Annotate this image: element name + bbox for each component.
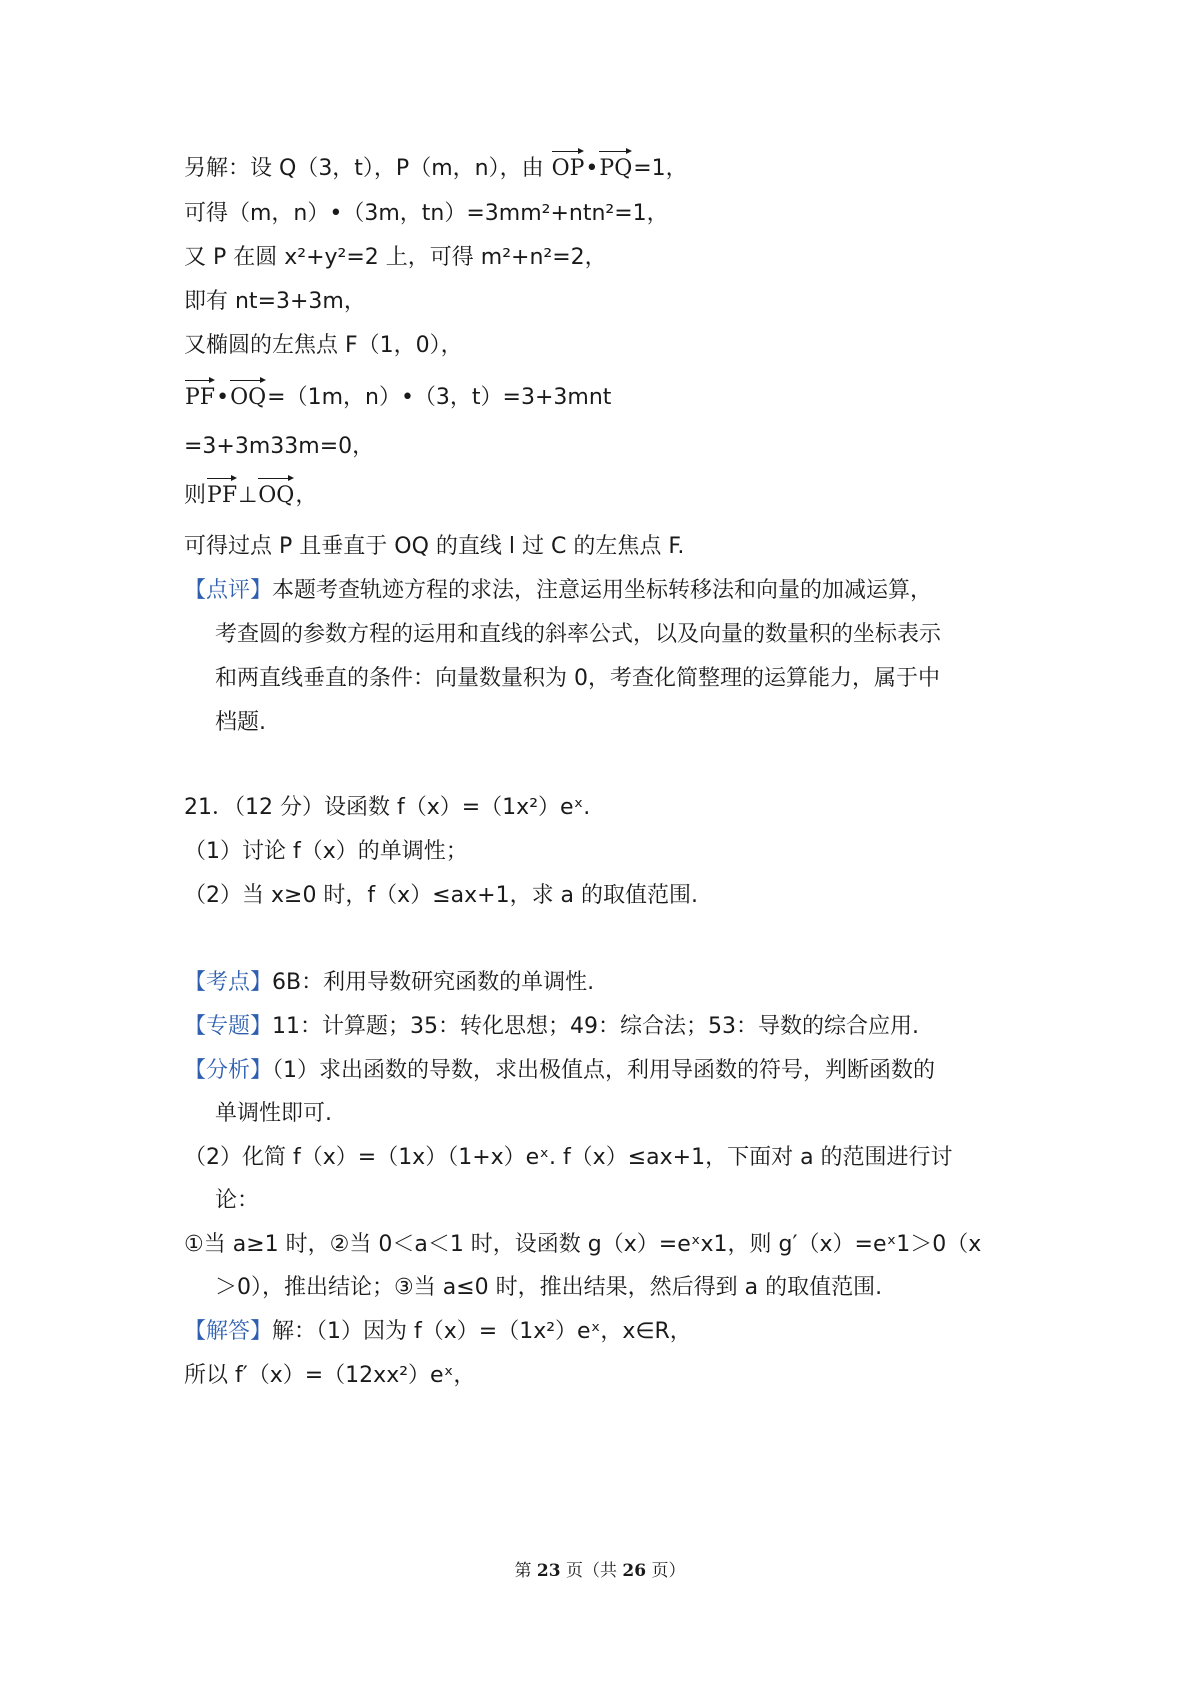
page-number: 23: [536, 1561, 561, 1581]
page-footer: 第 23 页（共 26 页）: [514, 1561, 686, 1581]
problem-21-statement: 21．（12 分）设函数 f（x）=（1x²）eˣ.: [184, 795, 591, 820]
alt-solution-line-3: 又 P 在圆 x²+y²=2 上，可得 m²+n²=2，: [184, 245, 607, 270]
zhuanti-line: 【专题】11：计算题；35：转化思想；49：综合法；53：导数的综合应用.: [184, 1014, 919, 1039]
alt-solution-line-2: 可得（m，n）•（3m，tn）=3mm²+ntn²=1，: [184, 201, 669, 226]
alt-solution-line-6: PF•OQ=（1m，n）•（3，t）=3+3mnt: [184, 377, 611, 413]
page-total: 26: [622, 1561, 647, 1581]
comment-line-4: 档题.: [215, 710, 266, 735]
fenxi-line-5: ①当 a≥1 时，②当 0＜a＜1 时，设函数 g（x）=eˣx1，则 g′（x）=eˣ1＞0（x: [184, 1232, 982, 1257]
fenxi-line-3: （2）化简 f（x）=（1x）（1+x）eˣ. f（x）≤ax+1，下面对 a 的范围进行讨: [184, 1145, 953, 1170]
kaodian-line: 【考点】6B：利用导数研究函数的单调性.: [184, 970, 595, 995]
fenxi-tag: 【分析】: [184, 1058, 273, 1083]
alt-solution-line-4: 即有 nt=3+3m，: [184, 289, 366, 314]
kaodian-tag: 【考点】: [184, 970, 273, 995]
alt-solution-line-8: 则PF⊥OQ，: [184, 475, 317, 511]
fenxi-line-4: 论：: [215, 1188, 260, 1213]
problem-21-part-1: （1）讨论 f（x）的单调性；: [184, 839, 468, 864]
alt-solution-line-1: 另解：设 Q（3，t），P（m，n），由 OP•PQ=1，: [184, 148, 688, 184]
fenxi-line-2: 单调性即可.: [215, 1101, 332, 1126]
dot-operator: •: [216, 385, 230, 410]
vector-pf: PF: [207, 475, 237, 511]
jieda-line-1: 【解答】解：（1）因为 f（x）=（1x²）eˣ，x∈R，: [184, 1319, 692, 1344]
jieda-line-2: 所以 f′（x）=（12xx²）eˣ，: [184, 1363, 476, 1388]
comment-line-1: 【点评】本题考查轨迹方程的求法，注意运用坐标转移法和向量的加减运算，: [184, 578, 933, 603]
perpendicular-symbol: ⊥: [238, 483, 258, 508]
alt-solution-line-9: 可得过点 P 且垂直于 OQ 的直线 l 过 C 的左焦点 F.: [184, 534, 685, 559]
jieda-tag: 【解答】: [184, 1319, 273, 1344]
vector-pq: PQ: [599, 148, 632, 184]
comment-line-3: 和两直线垂直的条件：向量数量积为 0，考查化简整理的运算能力，属于中: [215, 666, 940, 691]
vector-op: OP: [552, 148, 585, 184]
comment-line-2: 考查圆的参数方程的运用和直线的斜率公式，以及向量的数量积的坐标表示: [215, 622, 942, 647]
vector-oq: OQ: [230, 377, 266, 413]
problem-21-part-2: （2）当 x≥0 时，f（x）≤ax+1，求 a 的取值范围.: [184, 883, 699, 908]
fenxi-line-1: 【分析】（1）求出函数的导数，求出极值点，利用导函数的符号，判断函数的: [184, 1058, 936, 1083]
zhuanti-tag: 【专题】: [184, 1014, 273, 1039]
comment-tag: 【点评】: [184, 578, 273, 603]
fenxi-line-6: ＞0），推出结论；③当 a≤0 时，推出结果，然后得到 a 的取值范围.: [215, 1275, 883, 1300]
alt-solution-line-5: 又椭圆的左焦点 F（1，0），: [184, 333, 463, 358]
vector-pf: PF: [185, 377, 215, 413]
dot-operator: •: [585, 156, 599, 181]
vector-oq: OQ: [258, 475, 294, 511]
alt-solution-line-7: =3+3m33m=0，: [184, 434, 375, 459]
